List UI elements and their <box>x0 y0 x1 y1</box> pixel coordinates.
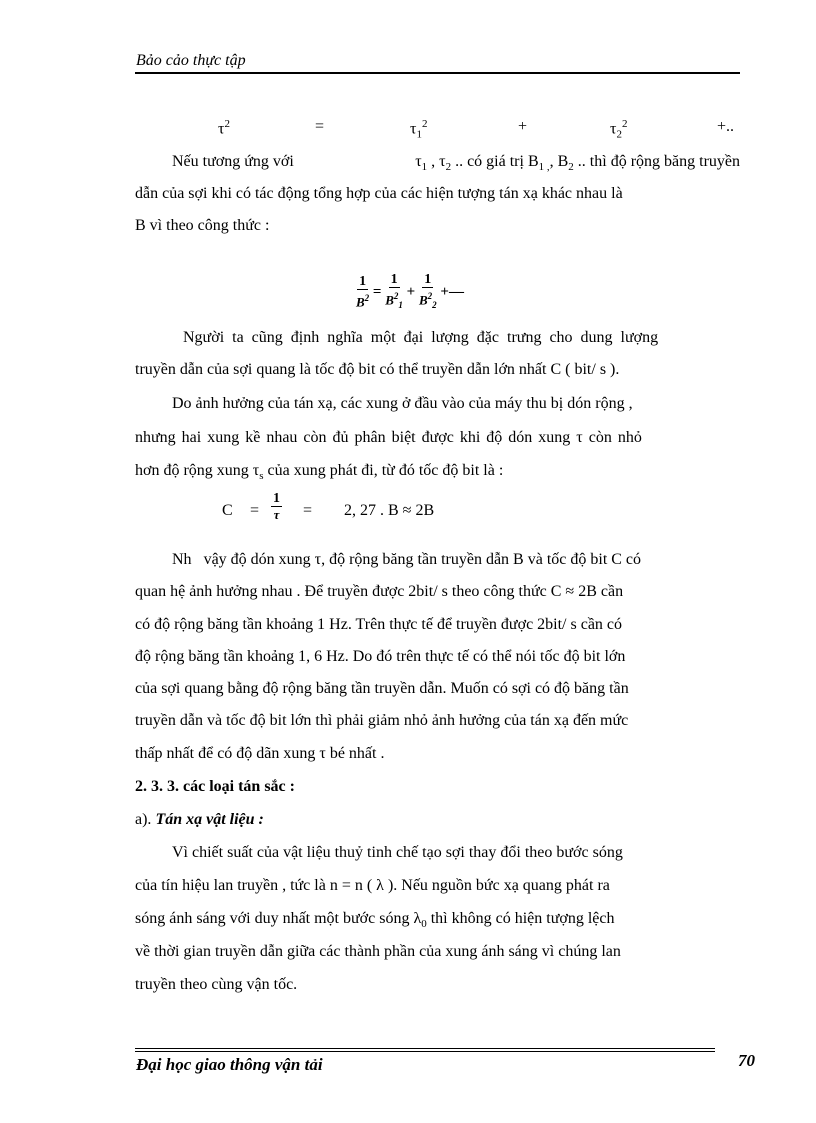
para3-line3: hơn độ rộng xung $\tau_s$ của xung phát đi, từ đó tốc độ bit là : <box>135 462 504 483</box>
para5-line4: về thời gian truyền dẫn giữa các thành phần của xung ánh sáng vì chúng lan <box>135 943 621 960</box>
para3-line1: Do ảnh hưởng của tán xạ, các xung ở đầu vào của máy thu bị dón rộng , <box>172 395 633 412</box>
para1-line3: B vì theo công thức : <box>135 217 270 234</box>
para4-line4: độ rộng băng tần khoảng 1, 6 Hz. Do đó trên thực tế có thể nói tốc độ bit lớn <box>135 648 626 665</box>
para2-line2: truyền dẫn của sợi quang là tốc độ bit có thể truyền dẫn lớn nhất C ( bit/ s ). <box>135 361 620 378</box>
para1-line2: dẫn của sợi khi có tác động tổng hợp của các hiện tượng tán xạ khác nhau là <box>135 185 623 202</box>
para5-line2: của tín hiệu lan truyền , tức là n = n ( λ ). Nếu nguồn bức xạ quang phát ra <box>135 877 610 894</box>
para4-line5: của sợi quang bằng độ rộng băng tần truyền dẫn. Muốn có sợi có độ băng tần <box>135 680 629 697</box>
page-header: Bảo cảo thực tập <box>136 52 246 69</box>
section-heading: 2. 3. 3. các loại tán sắc : <box>135 778 295 795</box>
para5-line1: Vì chiết suất của vật liệu thuỷ tinh chế tạo sợi thay đổi theo bước sóng <box>172 844 623 861</box>
header-rule <box>135 72 740 74</box>
footer-university: Đại học giao thông vận tải <box>136 1055 323 1074</box>
para3-line2: nhưng hai xung kề nhau còn đủ phân biệt được khi độ dón xung τ còn nhỏ <box>135 429 642 446</box>
para2-line1: Người ta cũng định nghĩa một đại lượng đặc trưng cho dung lượng <box>183 329 659 346</box>
para5-line5: truyền theo cùng vận tốc. <box>135 976 298 993</box>
footer-rule-top <box>135 1048 715 1049</box>
para5-line3: sóng ánh sáng với duy nhất một bước sóng $\lambda_0$ thì không có hiện tượng lệch <box>135 910 615 931</box>
para4-line6: truyền dẫn và tốc độ bit lớn thì phải giảm nhỏ ảnh hưởng của tán xạ đến mức <box>135 712 629 729</box>
para4-line3: có độ rộng băng tần khoảng 1 Hz. Trên thực tế để truyền được 2bit/ s cần có <box>135 616 623 633</box>
para4-line1: Nh vậy độ dón xung τ, độ rộng băng tần truyền dẫn B và tốc độ bit C có <box>172 551 642 568</box>
equation-bandwidth: $\frac{1}{B^2}$ = $\frac{1}{B^2_1}$ + $\frac{1}{B^2_2}$ +— <box>356 272 464 310</box>
para4-line7: thấp nhất để có độ dãn xung τ bé nhất . <box>135 745 385 762</box>
page-number: 70 <box>738 1051 755 1070</box>
para1-line1: Nếu tương ứng với $\tau_1$ , $\tau_2$ .. có giá trị $B_{1 ,}$, $B_2$ .. thì độ rộng băng truyền <box>172 153 740 174</box>
subsection-heading: a). Tán xạ vật liệu : <box>135 811 264 828</box>
footer-rule-bottom <box>135 1051 715 1052</box>
para4-line2: quan hệ ảnh hưởng nhau . Để truyền được 2bit/ s theo công thức C ≈ 2B cần <box>135 583 624 600</box>
